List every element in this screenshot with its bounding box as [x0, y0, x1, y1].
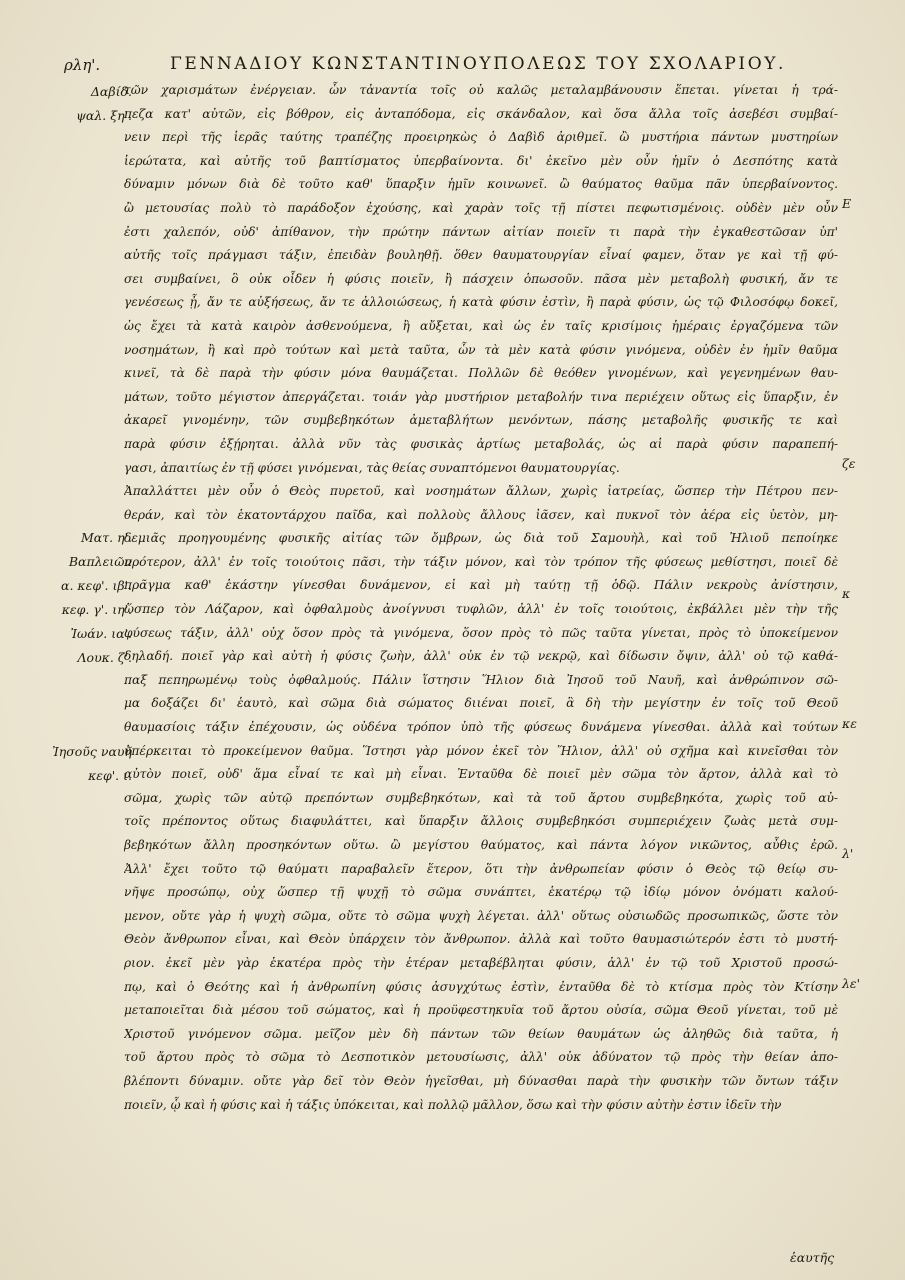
text-line: γενέσεως ᾖ, ἄν τε αὐξήσεως, ἄν τε ἀλλοιώσεως, ἡ κατὰ φύσιν ἐστὶν, ἢ παρὰ φύσιν, ὡς τῷ Φιλοσόφῳ δοκεῖ,: [124, 295, 838, 310]
margin-note: κεφ'. ι.: [88, 768, 132, 783]
text-line: ἱερώτατα, καὶ αὐτῆς τοῦ βαπτίσματος ὑπερβαίνοντα. δι' ἐκεῖνο μὲν οὖν ἡμῖν ὁ Δεσπότης κατὰ: [124, 153, 838, 168]
text-line: ριον. ἐκεῖ μὲν γὰρ ἑκατέρα πρὸς τὴν ἑτέραν μεταβέβληται φύσιν, ἀλλ' ἐν τῷ τοῦ Χριστοῦ προσώ-: [124, 955, 838, 970]
margin-note: α. κεφ'. ιβ'.: [61, 578, 132, 593]
body-text: [124, 79, 838, 1117]
text-line: φύσεως τάξιν, ἀλλ' οὐχ ὅσον πρὸς τὰ γινόμενα, ὅσον πρὸς τὸ πῶς ταῦτα γίνεται, πρὸς τὸ ὑποκείμενον: [124, 625, 838, 640]
margin-note: Λουκ. ζ'.: [77, 650, 132, 665]
text-line: ὥσπερ τὸν Λάζαρον, καὶ ὀφθαλμοὺς ἀνοίγνυσι τυφλῶν, ἀλλ' ἐν τοῖς τοιούτοις, ἐκβάλλει μὲν τὴν τῆς: [124, 602, 838, 617]
margin-letter: λ': [842, 846, 854, 861]
text-line: μενον, οὔτε γὰρ ἡ ψυχὴ σῶμα, οὔτε τὸ σῶμα ψυχὴ λέγεται. ἀλλ' οὕτως οὐσιωδῶς προσωπικῶς, ὥστε τὸν: [124, 908, 838, 923]
margin-letter: κε: [842, 716, 857, 731]
text-line: τοῖς πρέποντος οὕτως διαφυλάττει, καὶ ὕπαρξιν ἄλλοις συμβεβηκόσι συμπεριέχειν ζωὰς μετὰ συμ-: [124, 814, 838, 829]
text-line: δηλαδή. ποιεῖ γὰρ καὶ αὐτὴ ἡ φύσις ζωὴν, ἀλλ' οὐκ ἐν τῷ νεκρῷ, καὶ δίδωσιν ὄψιν, ἀλλ' οὐ τῷ καθά-: [124, 649, 838, 664]
text-line: Θεὸν ἄνθρωπον εἶναι, καὶ Θεὸν ὑπάρχειν τὸν ἄνθρωπον. ἀλλὰ καὶ τοῦτο θαυμασιώτερόν ἐστι τὸ μυστή-: [124, 932, 838, 947]
text-line: μάτων, τοῦτο μέγιστον ἀπεργάζεται. τοιάν γὰρ μυστήριον μεταβολήν τινα περιέχειν οὕτως εἰς ὕπαρξιν, ἐν: [124, 389, 838, 404]
margin-letter: λε': [842, 976, 861, 991]
text-line: πρότερον, ἀλλ' ἐν τοῖς τοιούτοις πᾶσι, τὴν τάξιν μόνον, καὶ τὸν τρόπον τῆς φύσεως μεθίστησι, ποιεῖ δὲ: [124, 554, 838, 569]
text-line: Ἀλλ' ἔχει τοῦτο τῷ θαύματι παραβαλεῖν ἕτερον, ὅτι τὴν ἀνθρωπείαν φύσιν ὁ Θεὸς τῷ θείῳ συ-: [124, 861, 838, 876]
text-line: σει συμβαίνει, ὃ οὐκ οἶδεν ἡ φύσις ποιεῖν, ἢ πάσχειν ὁπωσοῦν. πᾶσα μὲν μεταβολὴ φυσική, ἄν τε: [124, 271, 838, 286]
margin-note: ψαλ. ξη'.: [76, 108, 132, 123]
text-line: ὑπέρκειται τὸ προκείμενον θαῦμα. Ἵστησι γὰρ μόνον ἐκεῖ τὸν Ἥλιον, ἀλλ' οὐ σχῆμα καὶ κινεῖσθαι τὸν: [124, 743, 838, 758]
margin-note: Βαπλειῶν: [68, 554, 132, 569]
text-line: τοῦ ἄρτου πρὸς τὸ σῶμα τὸ Δεσποτικὸν μετουσίωσις, ἀλλ' οὐκ ἀδύνατον τῷ πρὸς τὴν θείαν ἀπο-: [124, 1050, 838, 1065]
folio-number: ρλη'.: [64, 56, 101, 74]
text-line: ἀκαρεῖ γινομένην, τῶν συμβεβηκότων ἀμεταβλήτων μενόντων, πάσης μεταβολῆς φυσικῆς τε καὶ: [124, 413, 838, 428]
margin-note: Ἰωάν. ια'.: [70, 626, 132, 641]
text-line: τῶν χαρισμάτων ἐνέργειαν. ὧν τἀναντία τοῖς οὐ καλῶς μεταλαμβάνουσιν ἕπεται. γίνεται ἡ τρά-: [124, 83, 838, 97]
text-line: παξ πεπηρωμένῳ τοὺς ὀφθαλμούς. Πάλιν ἵστησιν Ἥλιον διὰ Ἰησοῦ τοῦ Ναυῆ, καὶ ἀνθρώπινον σῶ-: [124, 672, 838, 687]
text-line: θεράν, καὶ τὸν ἑκατοντάρχου παῖδα, καὶ πολλοὺς ἄλλους ἰᾶσεν, καὶ πυκνοῖ τὸν ἀέρα εἰς ὑετὸν, μη-: [124, 507, 838, 522]
text-line: νῆψε προσώπῳ, οὐχ ὥσπερ τῇ ψυχῇ τὸ σῶμα συνάπτει, ἑκατέρῳ τῷ ἰδίῳ μόνον ὀνόματι καλού-: [124, 885, 838, 900]
text-line: πεζα κατ' αὐτῶν, εἰς βόθρον, εἰς ἀνταπόδομα, εἰς σκάνδαλον, καὶ ὅσα ἄλλα τοῖς ἀσεβέσι συμβαί-: [124, 106, 838, 121]
text-line: πῳ, καὶ ὁ Θεότης καὶ ἡ ἀνθρωπίνη φύσις ἀσυγχύτως ἐστὶν, ἐνταῦθα δὲ τὸ κτίσμα πρὸς τὸν Κτίσην: [124, 979, 838, 994]
margin-letter: Ε: [842, 196, 852, 211]
text-line: βλέποντι δύναμιν. οὔτε γὰρ δεῖ τὸν Θεὸν ἡγεῖσθαι, μὴ δύνασθαι παρὰ τὴν φυσικὴν τῶν ὄντων τάξιν: [124, 1073, 838, 1088]
text-line: δεμιᾶς προηγουμένης φυσικῆς αἰτίας τῶν ὄμβρων, ὡς διὰ τοῦ Σαμουὴλ, καὶ τοῦ Ἠλιοῦ πεποίηκε: [124, 531, 838, 546]
margin-letter: ζε: [842, 456, 856, 471]
catchword: ἑαυτῆς: [790, 1250, 835, 1265]
margin-note: Ἰησοῦς ναυῆ: [52, 744, 132, 759]
text-line: πρᾶγμα καθ' ἑκάστην γίνεσθαι δυνάμενον, εἰ καὶ μὴ ταύτῃ τῇ ὁδῷ. Πάλιν νεκροὺς ἀνίστησιν,: [124, 578, 838, 593]
margin-note: Ματ. η'.: [80, 530, 132, 545]
margin-letter: κ: [842, 586, 851, 601]
text-line: ὢ μετουσίας πολὺ τὸ παράδοξον ἐχούσης, καὶ χαρὰν τοῖς τῇ πίστει πεφωτισμένοις. οὐδὲν μὲν οὖν: [124, 200, 838, 215]
running-title: ΓΕΝΝΑΔΙΟΥ ΚΩΝΣΤΑΝΤΙΝΟΥΠΟΛΕΩΣ ΤΟΥ ΣΧΟΛΑΡΙΟΥ.: [170, 54, 787, 74]
text-line: κινεῖ, τὰ δὲ παρὰ τὴν φύσιν μόνα θαυμάζεται. Πολλῶν δὲ θεόθεν γινομένων, καὶ γεγενημένων θαυ-: [124, 366, 838, 381]
text-line: ὡς ἔχει τὰ κατὰ καιρὸν ἀσθενούμενα, ἢ αὔξεται, καὶ ὡς ἐν ταῖς κρισίμοις ἡμέραις ἐργαζόμενα τῶν: [124, 318, 838, 333]
text-line: δύναμιν μόνων διὰ δὲ τοῦτο καθ' ὕπαρξιν ἡμῖν κοινωνεῖ. ὢ θαύματος θαῦμα πᾶν ὑπερβαίνοντος.: [124, 177, 838, 192]
text-line: γασι, ἀπαιτίως ἐν τῇ φύσει γινόμεναι, τὰς θείας συναπτόμενοι θαυματουργίας.: [124, 460, 620, 475]
text-line: αὐτῆς τοῖς πράγμασι τάξιν, ἐπειδὰν βουληθῇ. ὅθεν θαυματουργίαν εἶναί φαμεν, ὅταν γε καὶ τῇ φύ-: [124, 248, 838, 263]
text-line: σῶμα, χωρὶς τῶν αὐτῷ πρεπόντων συμβεβηκότων, καὶ τὰ τοῦ ἄρτου συμβεβηκότα, χωρὶς τοῦ αὐ-: [124, 790, 838, 805]
text-line: νειν περὶ τῆς ἱερᾶς ταύτης τραπέζης προειρηκὼς ὁ Δαβὶδ ἀριθμεῖ. ὢ μυστήρια πάντων μυστηρίων: [124, 130, 838, 145]
text-line: παρὰ φύσιν ἐξῄρηται. ἀλλὰ νῦν τὰς φυσικὰς ἀρτίως μεταβολάς, ὡς αἱ παρὰ φύσιν παραπεπή-: [124, 436, 838, 451]
text-line: νοσημάτων, ἢ καὶ πρὸ τούτων καὶ μετὰ ταῦτα, ὧν τὰ μὲν κατὰ φύσιν γινόμενα, οὐδὲν ἐν ἡμῖν θαῦμα: [124, 342, 838, 357]
margin-note: κεφ. γ'. ιη'.: [61, 602, 132, 617]
text-line: ἐστι χαλεπόν, οὐδ' ἀπίθανον, τὴν πρώτην πάντων αἰτίαν ποιεῖν τι παρὰ τὴν ἐγκαθεστῶσαν ὑπ': [124, 224, 838, 239]
text-line: μεταποιεῖται διὰ μέσου τοῦ σώματος, καὶ ἡ προϋφεστηκυῖα τοῦ ἄρτου οὐσία, σῶμα Θεοῦ γίνεται, τοῦ μὲ: [124, 1003, 838, 1018]
text-line: θαυμασίοις τάξιν ἐπέχουσιν, ὡς οὐδένα τρόπον ὑπὸ τῆς φύσεως δυνάμενα γίνεσθαι. ἀλλὰ καὶ τούτων: [124, 720, 838, 735]
text-line: Ἀπαλλάττει μὲν οὖν ὁ Θεὸς πυρετοῦ, καὶ νοσημάτων ἄλλων, χωρὶς ἰατρείας, ὥσπερ τὴν Πέτρου πεν-: [124, 484, 838, 499]
text-line: ποιεῖν, ᾧ καὶ ἡ φύσις καὶ ἡ τάξις ὑπόκειται, καὶ πολλῷ μᾶλλον, ὅσω καὶ τὴν φύσιν αὐτὴν ἐστιν ἰδεῖν τὴν: [124, 1097, 782, 1112]
text-line: Χριστοῦ γινόμενον σῶμα. μεῖζον μὲν δὴ πάντων τῶν θείων θαυμάτων ὡς ἀληθῶς διὰ ταῦτα, ἡ: [124, 1026, 838, 1041]
margin-note: Δαβίδ.: [90, 84, 132, 99]
text-line: αὐτὸν ποιεῖ, οὐδ' ἅμα εἶναί τε καὶ μὴ εἶναι. Ἐνταῦθα δὲ ποιεῖ μὲν σῶμα τὸν ἄρτον, ἀλλὰ καὶ τὸ: [124, 767, 838, 782]
text-line: βεβηκότων ἄλλη προσηκόντων οὕτω. ὢ μεγίστου θαύματος, καὶ πάντα λόγον νικῶντος, αὖθις ἐρῶ.: [124, 838, 838, 852]
text-line: μα δοξάζει δι' ἑαυτὸ, καὶ σῶμα διὰ σώματος διιέναι ποιεῖ, ἃ δὴ τὴν μεγίστην ἐν τοῖς τοῦ Θεοῦ: [124, 696, 838, 711]
